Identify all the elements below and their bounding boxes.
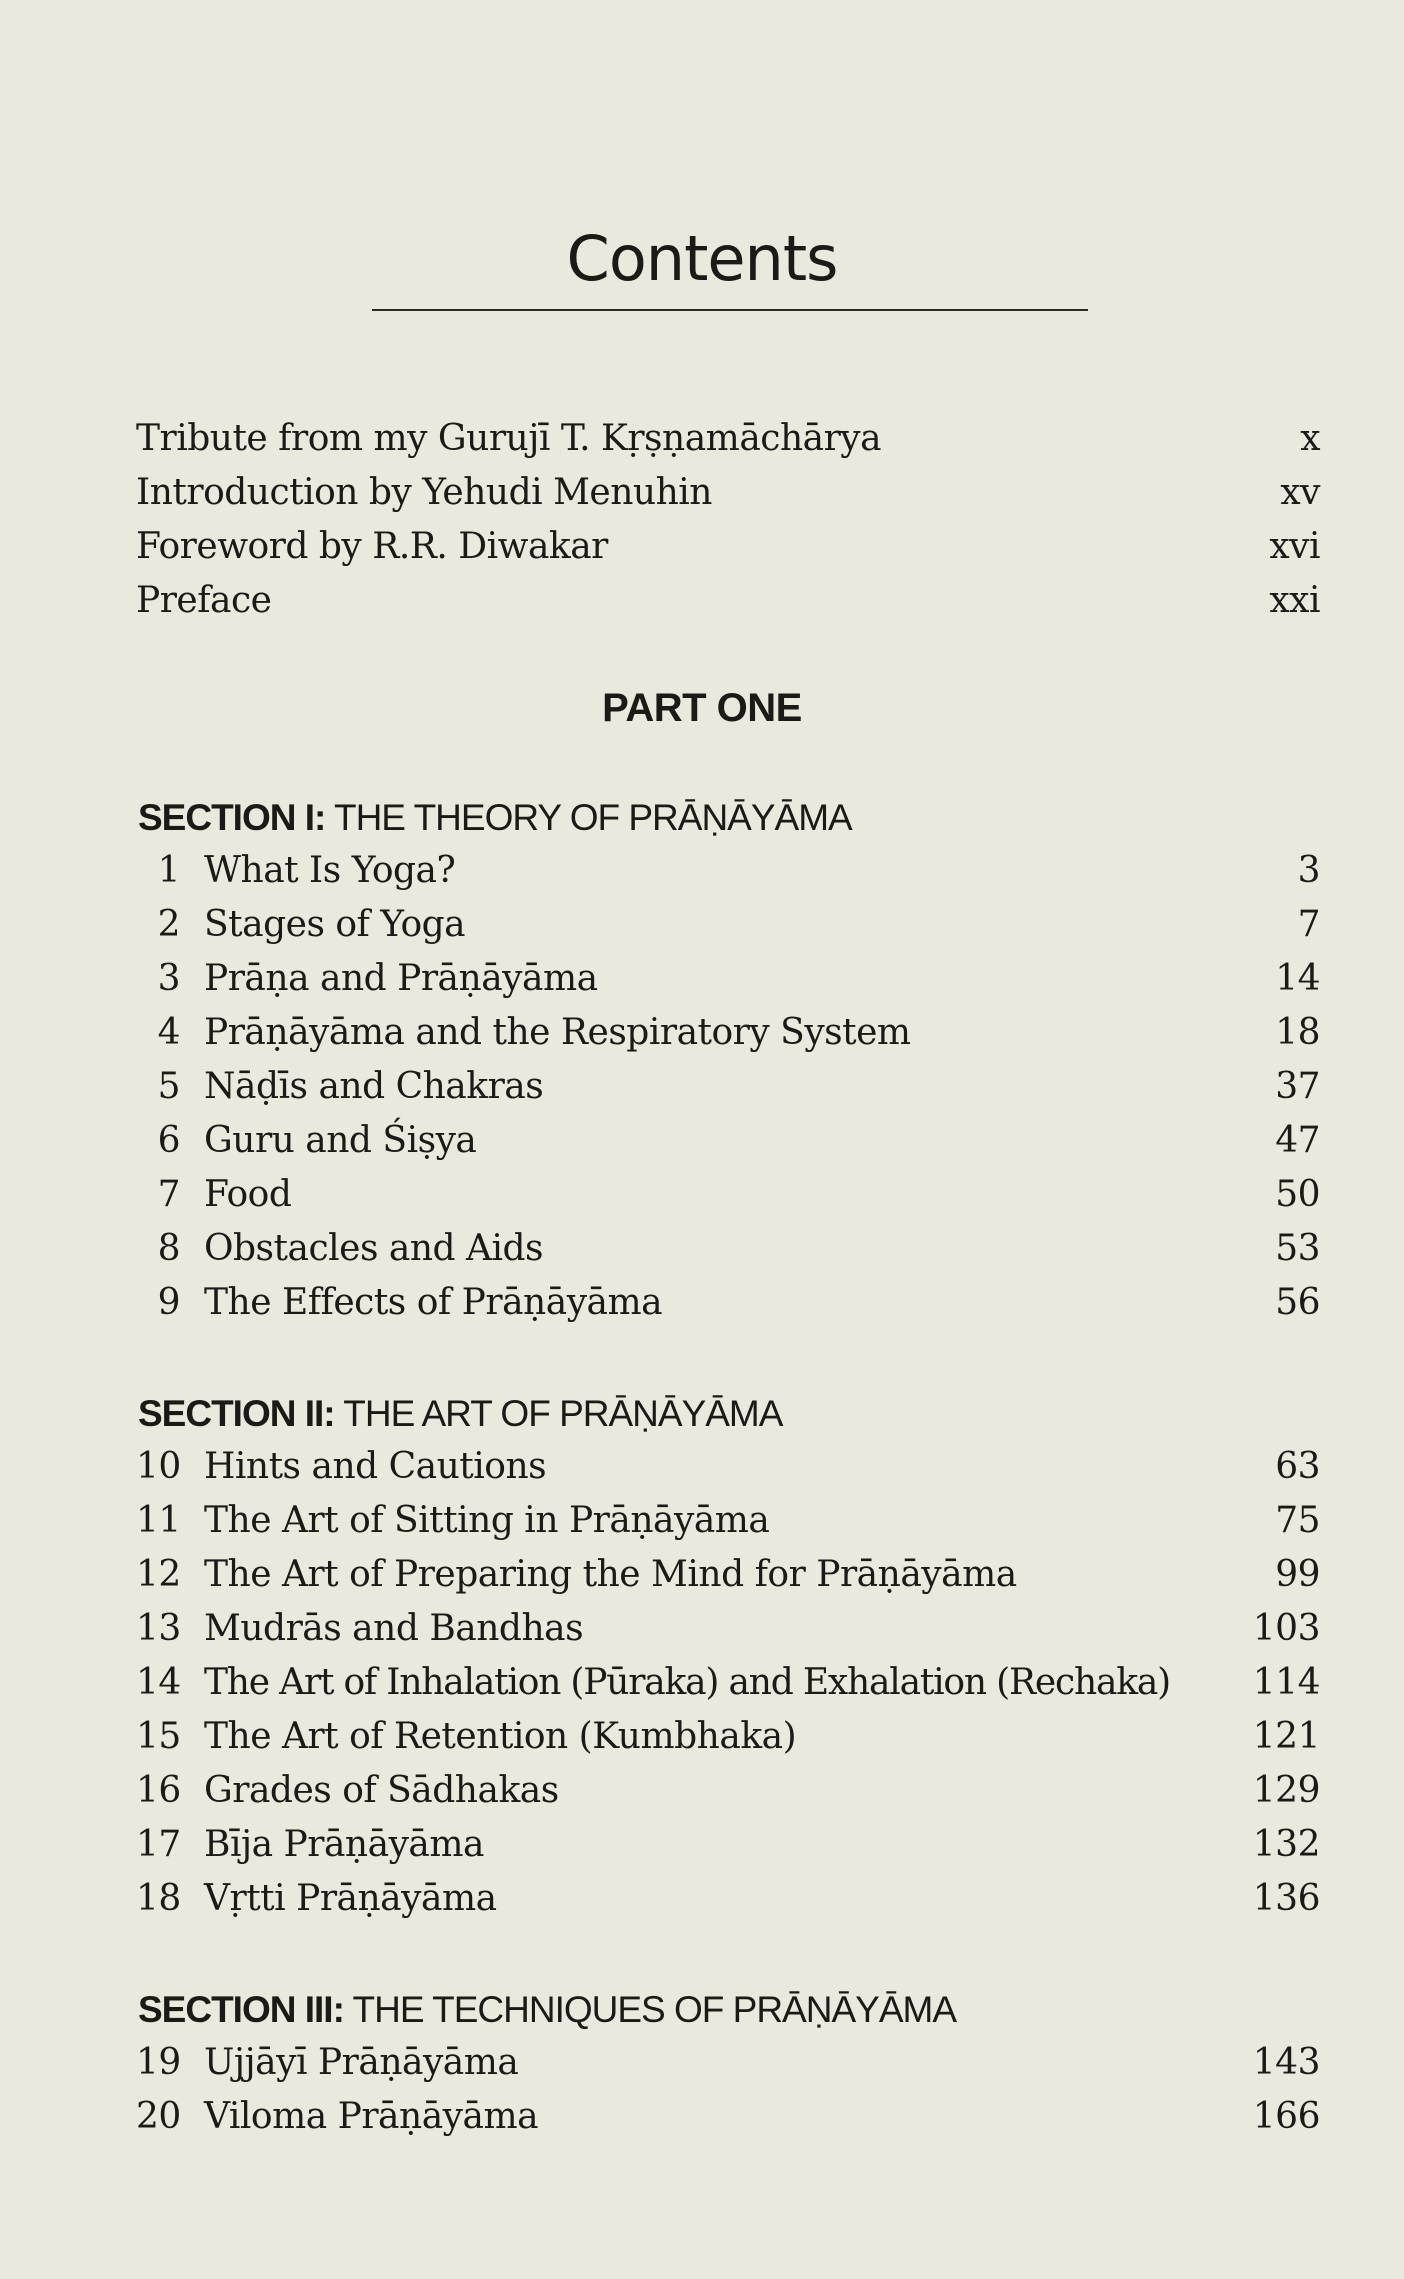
chapter-page: 53: [1275, 1228, 1320, 1269]
chapter-title: The Effects of Prāṇāyāma: [204, 1282, 663, 1323]
toc-chapter[interactable]: [136, 1658, 1320, 1708]
section-title: THE THEORY OF PRĀṆĀYĀMA: [333, 797, 852, 838]
chapter-page: 14: [1275, 958, 1320, 999]
section-heading-3: [138, 1982, 956, 2038]
chapter-title: Prāṇāyāma and the Respiratory System: [204, 1012, 911, 1053]
chapter-number: 16: [136, 1770, 181, 1811]
chapter-page: 143: [1252, 2042, 1320, 2083]
chapter-page: 7: [1297, 904, 1320, 945]
title-underline: [372, 309, 1088, 311]
section-heading-2: [138, 1386, 782, 1442]
entry-page: xxi: [1269, 580, 1320, 621]
entry-title: Foreword by R.R. Diwakar: [136, 526, 608, 567]
toc-entry-preface[interactable]: [136, 576, 1320, 626]
chapter-number: 2: [157, 904, 180, 945]
entry-page: x: [1300, 418, 1320, 459]
chapter-page: 166: [1252, 2096, 1320, 2137]
toc-chapter[interactable]: [136, 1116, 1320, 1166]
chapter-number: 8: [157, 1228, 180, 1269]
chapter-title: The Art of Retention (Kumbhaka): [204, 1716, 797, 1757]
chapter-number: 1: [157, 850, 180, 891]
chapter-page: 3: [1297, 850, 1320, 891]
chapter-number: 15: [136, 1716, 181, 1757]
chapter-number: 19: [136, 2042, 181, 2083]
chapter-title: Guru and Śiṣya: [204, 1120, 477, 1161]
chapter-page: 37: [1275, 1066, 1320, 1107]
chapter-number: 7: [157, 1174, 180, 1215]
toc-chapter[interactable]: [136, 2038, 1320, 2088]
entry-page: xv: [1280, 472, 1320, 513]
chapter-page: 103: [1252, 1608, 1320, 1649]
chapter-page: 99: [1275, 1554, 1320, 1595]
chapter-page: 47: [1275, 1120, 1320, 1161]
chapter-title: The Art of Sitting in Prāṇāyāma: [204, 1500, 770, 1541]
chapter-title: Bīja Prāṇāyāma: [204, 1824, 484, 1865]
chapter-page: 63: [1275, 1446, 1320, 1487]
chapter-title: Nāḍīs and Chakras: [204, 1066, 544, 1107]
chapter-page: 75: [1275, 1500, 1320, 1541]
toc-chapter[interactable]: [136, 1766, 1320, 1816]
chapter-number: 12: [136, 1554, 181, 1595]
chapter-number: 3: [157, 958, 180, 999]
toc-entry-tribute[interactable]: [136, 414, 1320, 464]
chapter-page: 56: [1275, 1282, 1320, 1323]
toc-chapter[interactable]: [136, 1874, 1320, 1924]
chapter-number: 18: [136, 1878, 181, 1919]
section-label: SECTION II:: [138, 1393, 335, 1434]
toc-chapter[interactable]: [136, 1820, 1320, 1870]
section-label: SECTION I:: [138, 797, 326, 838]
chapter-page: 50: [1275, 1174, 1320, 1215]
toc-chapter[interactable]: [136, 1604, 1320, 1654]
chapter-page: 136: [1252, 1878, 1320, 1919]
page-title: Contents: [566, 222, 838, 295]
chapter-page: 129: [1252, 1770, 1320, 1811]
chapter-title: Prāṇa and Prāṇāyāma: [204, 958, 598, 999]
chapter-title: Obstacles and Aids: [204, 1228, 544, 1269]
chapter-number: 13: [136, 1608, 181, 1649]
chapter-number: 17: [136, 1824, 181, 1865]
toc-chapter[interactable]: [136, 954, 1320, 1004]
chapter-number: 5: [157, 1066, 180, 1107]
chapter-title: Grades of Sādhakas: [204, 1770, 559, 1811]
chapter-number: 6: [157, 1120, 180, 1161]
chapter-title: What Is Yoga?: [204, 850, 456, 891]
chapter-title: Viloma Prāṇāyāma: [204, 2096, 539, 2137]
chapter-number: 14: [136, 1662, 181, 1703]
toc-chapter[interactable]: [136, 1170, 1320, 1220]
entry-title: Tribute from my Gurujī T. Kṛṣṇamāchārya: [136, 418, 882, 459]
toc-chapter[interactable]: [136, 2092, 1320, 2142]
entry-page: xvi: [1269, 526, 1320, 567]
section-label: SECTION III:: [138, 1989, 344, 2030]
section-title: THE TECHNIQUES OF PRĀṆĀYĀMA: [352, 1989, 956, 2030]
toc-chapter[interactable]: [136, 1550, 1320, 1600]
chapter-title: Mudrās and Bandhas: [204, 1608, 584, 1649]
chapter-number: 9: [157, 1282, 180, 1323]
chapter-page: 18: [1275, 1012, 1320, 1053]
chapter-number: 11: [136, 1500, 181, 1541]
chapter-number: 4: [157, 1012, 180, 1053]
toc-chapter[interactable]: [136, 1062, 1320, 1112]
chapter-title: Vṛtti Prāṇāyāma: [204, 1878, 497, 1919]
toc-chapter[interactable]: [136, 1442, 1320, 1492]
toc-entry-foreword[interactable]: [136, 522, 1320, 572]
chapter-page: 132: [1252, 1824, 1320, 1865]
chapter-title: Ujjāyī Prāṇāyāma: [204, 2042, 519, 2083]
toc-chapter[interactable]: [136, 1712, 1320, 1762]
section-heading-1: [138, 790, 852, 846]
chapter-title: The Art of Inhalation (Pūraka) and Exhalation (Rechaka): [204, 1662, 1170, 1703]
chapter-number: 20: [136, 2096, 181, 2137]
entry-title: Introduction by Yehudi Menuhin: [136, 472, 712, 513]
chapter-title: Food: [204, 1174, 292, 1215]
toc-chapter[interactable]: [136, 846, 1320, 896]
section-title: THE ART OF PRĀṆĀYĀMA: [343, 1393, 783, 1434]
chapter-title: Stages of Yoga: [204, 904, 466, 945]
toc-chapter[interactable]: [136, 1008, 1320, 1058]
entry-title: Preface: [136, 580, 272, 621]
toc-entry-introduction[interactable]: [136, 468, 1320, 518]
chapter-number: 10: [136, 1446, 181, 1487]
chapter-title: Hints and Cautions: [204, 1446, 547, 1487]
toc-chapter[interactable]: [136, 1496, 1320, 1546]
toc-chapter[interactable]: [136, 1224, 1320, 1274]
chapter-page: 114: [1252, 1662, 1320, 1703]
chapter-title: The Art of Preparing the Mind for Prāṇāyāma: [204, 1554, 1017, 1595]
toc-chapter[interactable]: [136, 900, 1320, 950]
toc-chapter[interactable]: [136, 1278, 1320, 1328]
chapter-page: 121: [1252, 1716, 1320, 1757]
part-heading: PART ONE: [602, 686, 802, 730]
